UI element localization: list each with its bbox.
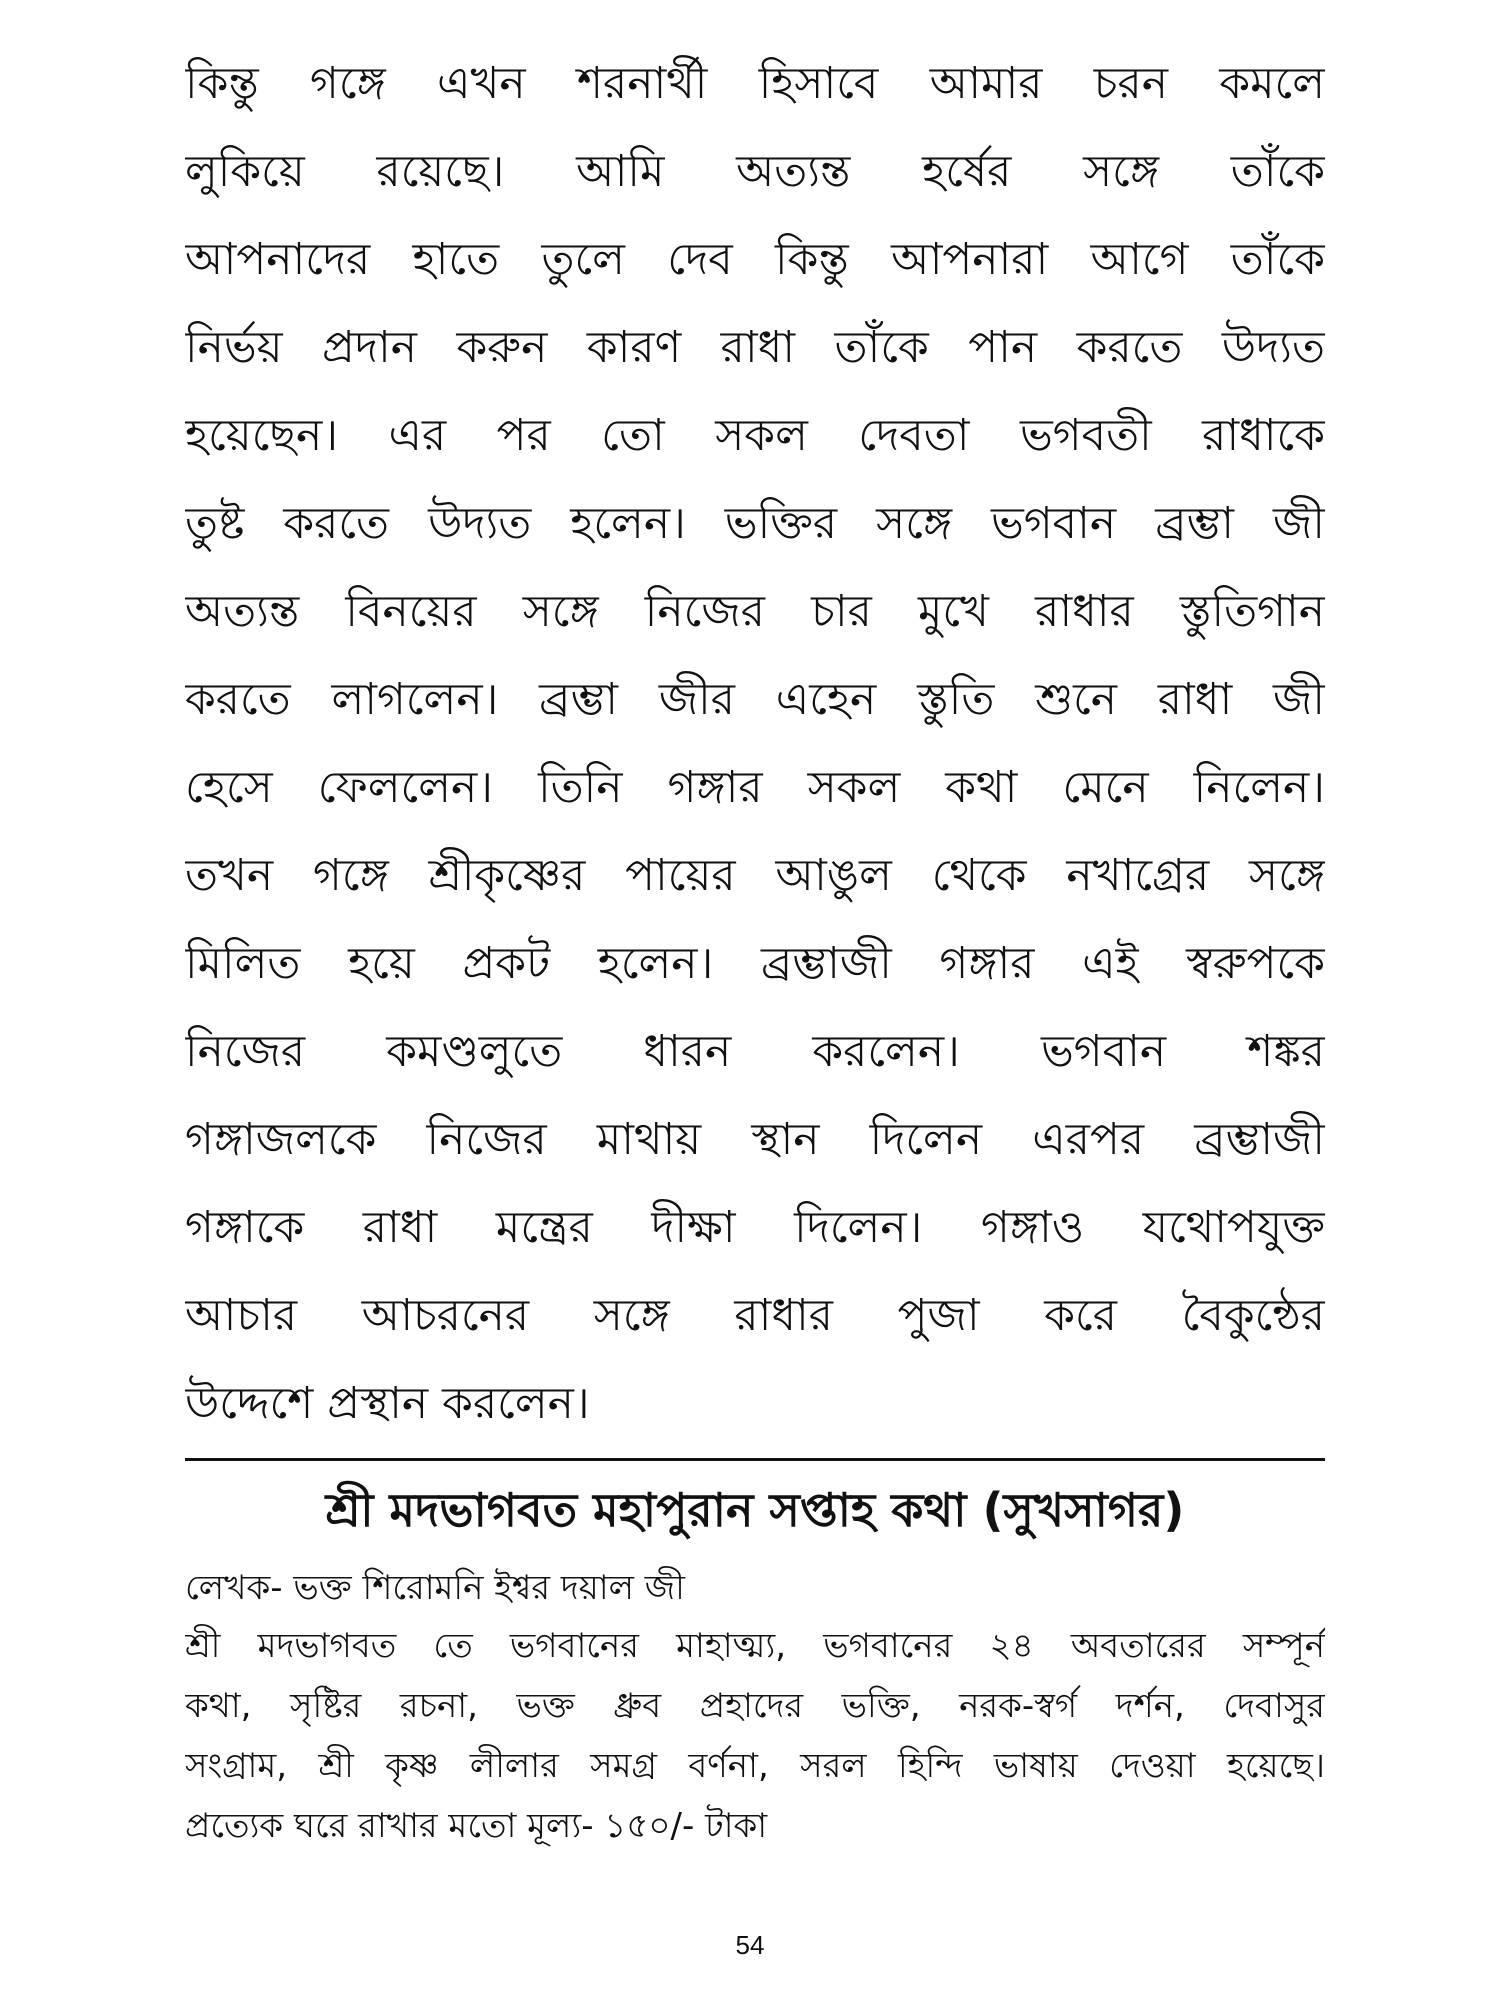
body-line — [185, 1184, 1325, 1272]
body-line — [185, 920, 1325, 1008]
body-line-text: উদ্দেশে প্রস্থান করলেন। — [185, 1378, 590, 1429]
body-line-text: মিলিত হয়ে প্রকট হলেন। ব্রম্ভাজী গঙ্গার এই স্বরুপকে — [185, 938, 1325, 989]
body-line — [185, 656, 1325, 744]
body-line — [185, 480, 1325, 568]
advert-description-line: সংগ্রাম, শ্রী কৃষ্ণ লীলার সমগ্র বর্ণনা, সরল হিন্দি ভাষায় দেওয়া হয়েছে। — [185, 1746, 1325, 1786]
body-line-text: তুষ্ট করতে উদ্যত হলেন। ভক্তির সঙ্গে ভগবান ব্রম্ভা জী — [185, 498, 1325, 549]
body-line-text: নিজের কমণ্ডলুতে ধারন করলেন। ভগবান শঙ্কর — [185, 1026, 1325, 1077]
body-line-text: হয়েছেন। এর পর তো সকল দেবতা ভগবতী রাধাকে — [185, 410, 1325, 461]
advert-author: লেখক- ভক্ত শিরোমনি ইশ্বর দয়াল জী — [185, 1568, 685, 1608]
body-line — [185, 392, 1325, 480]
body-line — [185, 304, 1325, 392]
body-text — [185, 40, 1325, 1448]
body-line — [185, 1096, 1325, 1184]
advert-title: শ্রী মদভাগবত মহাপুরান সপ্তাহ কথা (সুখসাগর) — [325, 1483, 1185, 1537]
body-line-text: আচার আচরনের সঙ্গে রাধার পুজা করে বৈকুন্ঠের — [185, 1290, 1325, 1341]
body-line — [185, 128, 1325, 216]
body-line — [185, 40, 1325, 128]
body-line — [185, 568, 1325, 656]
body-line — [185, 1360, 1325, 1448]
body-line-text: লুকিয়ে রয়েছে। আমি অত্যন্ত হর্ষের সঙ্গে তাঁকে — [185, 146, 1325, 197]
body-line-text: হেসে ফেললেন। তিনি গঙ্গার সকল কথা মেনে নিলেন। — [185, 762, 1325, 813]
body-line — [185, 1272, 1325, 1360]
body-line-text: কিন্তু গঙ্গে এখন শরনার্থী হিসাবে আমার চরন কমলে — [185, 58, 1325, 109]
advert-description-line: শ্রী মদভাগবত তে ভগবানের মাহাত্ম্য, ভগবানের ২৪ অবতারের সম্পূর্ন — [185, 1626, 1325, 1666]
section-divider — [185, 1458, 1325, 1461]
body-line — [185, 1008, 1325, 1096]
body-line-text: নির্ভয় প্রদান করুন কারণ রাধা তাঁকে পান করতে উদ্যত — [185, 322, 1325, 373]
body-line-text: তখন গঙ্গে শ্রীকৃষ্ণের পায়ের আঙুল থেকে নখাগ্রের সঙ্গে — [185, 850, 1325, 901]
body-line — [185, 216, 1325, 304]
page-number: 54 — [735, 1930, 765, 1960]
body-line-text: গঙ্গাকে রাধা মন্ত্রের দীক্ষা দিলেন। গঙ্গাও যথোপযুক্ত — [185, 1202, 1325, 1253]
advert-description-line: কথা, সৃষ্টির রচনা, ভক্ত ধ্রুব প্রহাদের ভক্তি, নরক-স্বর্গ দর্শন, দেবাসুর — [185, 1686, 1325, 1726]
body-line-text: আপনাদের হাতে তুলে দেব কিন্তু আপনারা আগে তাঁকে — [185, 234, 1325, 285]
body-line-text: অত্যন্ত বিনয়ের সঙ্গে নিজের চার মুখে রাধার স্তুতিগান — [185, 586, 1325, 637]
body-line — [185, 744, 1325, 832]
body-line-text: করতে লাগলেন। ব্রম্ভা জীর এহেন স্তুতি শুনে রাধা জী — [185, 674, 1325, 725]
advert-price-line: প্রত্যেক ঘরে রাখার মতো মূল্য- ১৫০/- টাকা — [185, 1806, 768, 1846]
body-line — [185, 832, 1325, 920]
body-line-text: গঙ্গাজলকে নিজের মাথায় স্থান দিলেন এরপর ব্রম্ভাজী — [185, 1114, 1325, 1165]
advert-description — [185, 1616, 1325, 1856]
